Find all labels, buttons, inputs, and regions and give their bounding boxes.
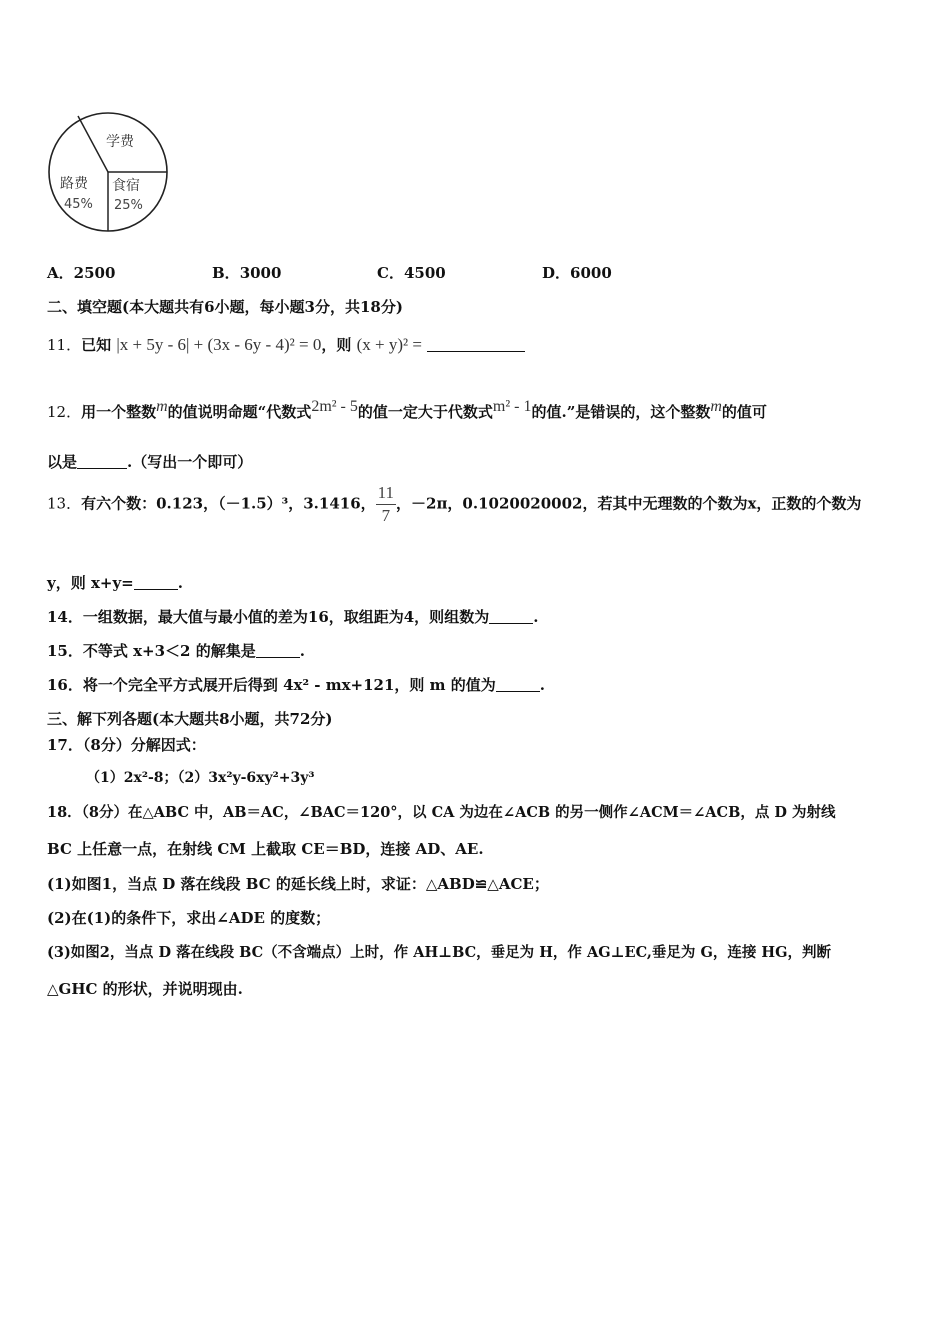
question-text: . <box>539 676 545 694</box>
option-letter: B． <box>212 264 240 282</box>
question-13-line2 <box>47 572 183 593</box>
question-17: 17．（8分）分解因式： <box>47 736 206 754</box>
answer-blank[interactable] <box>489 609 533 624</box>
question-18-part2: (2)在(1)的条件下，求出∠ADE 的度数； <box>47 909 331 927</box>
option-b <box>212 262 281 283</box>
option-c <box>377 262 446 283</box>
question-13 <box>47 482 861 527</box>
question-text: ，－2π，0.1020020002，若其中无理数的个数为x，正数的个数为 <box>396 494 862 513</box>
question-text: 的值一定大于代数式 <box>357 403 493 421</box>
question-18-line1: 18．（8分）在△ABC 中，AB＝AC，∠BAC＝120°，以 CA 为边在∠ACB 的另一侧作∠ACM＝∠ACB，点 D 为射线 <box>47 804 836 821</box>
expression-2: m² - 1 <box>492 398 532 415</box>
question-number: 11． <box>47 336 82 354</box>
expression-1: 2m² - 5 <box>311 398 358 415</box>
answer-blank[interactable] <box>77 454 127 469</box>
option-letter: D． <box>542 264 571 282</box>
question-14 <box>47 606 538 627</box>
section-title-solve: 三、解下列各题(本大题共8小题，共72分) <box>47 710 333 728</box>
answer-blank[interactable] <box>256 643 300 658</box>
variable-m: m <box>156 398 168 415</box>
question-18-part3: (3)如图2，当点 D 落在线段 BC（不含端点）上时，作 AH⊥BC，垂足为 H，作 AG⊥EC,垂足为 G，连接 HG，判断 <box>47 944 831 961</box>
section-title-fill-in: 二、填空题(本大题共有6小题，每小题3分，共18分) <box>47 298 403 316</box>
question-text: 16．将一个完全平方式展开后得到 4x² - mx+121，则 m 的值为 <box>47 676 496 694</box>
fraction <box>376 482 396 527</box>
question-text: 14．一组数据，最大值与最小值的差为16，取组距为4，则组数为 <box>47 608 490 626</box>
question-text: y，则 x+y= <box>47 574 134 592</box>
equation-given: |x + 5y - 6| + (3x - 6y - 4)² = 0 <box>116 335 322 354</box>
question-15 <box>47 640 305 661</box>
question-11 <box>47 334 525 355</box>
answer-blank[interactable] <box>134 575 178 590</box>
option-value: 6000 <box>570 264 612 282</box>
question-12 <box>47 398 767 422</box>
option-value: 2500 <box>73 264 116 282</box>
question-18-part3-line2: △GHC 的形状，并说明现由. <box>47 980 243 998</box>
pie-divider-top <box>78 116 108 172</box>
question-text: ，则 <box>321 336 352 354</box>
option-letter: A． <box>47 264 74 282</box>
pie-label-food: 食宿 <box>112 178 140 194</box>
question-17-parts: （1）2x²-8；（2）3x²y-6xy²+3y³ <box>86 770 315 786</box>
question-text: . <box>299 642 305 660</box>
option-value: 3000 <box>239 264 282 282</box>
fraction-numerator: 11 <box>376 482 396 505</box>
question-18-line2: BC 上任意一点，在射线 CM 上截取 CE＝BD，连接 AD、AE. <box>47 840 484 858</box>
question-text: . <box>177 574 183 592</box>
question-text: 的值说明命题“代数式 <box>167 403 312 421</box>
option-a <box>47 262 115 283</box>
pie-value-food: 25% <box>114 198 143 213</box>
answer-blank[interactable] <box>496 677 540 692</box>
question-text: 以是 <box>47 453 78 471</box>
fraction-denominator: 7 <box>381 506 391 525</box>
question-text: 15．不等式 x+3＜2 的解集是 <box>47 642 256 660</box>
pie-value-travel: 45% <box>64 197 93 212</box>
pie-chart <box>40 110 180 240</box>
question-text: .（写出一个即可） <box>127 453 253 471</box>
question-text: 的值.”是错误的，这个整数 <box>531 403 711 421</box>
variable-m: m <box>710 398 722 415</box>
question-number: 12． <box>47 403 82 421</box>
question-text: 有六个数：0.123，（－1.5）³，3.1416， <box>81 494 376 513</box>
answer-blank[interactable] <box>427 337 525 352</box>
question-text: 的值可 <box>721 403 767 421</box>
equation-target: (x + y)² = <box>356 335 422 354</box>
question-text: 用一个整数 <box>81 403 157 421</box>
question-16 <box>47 674 545 695</box>
question-number: 13． <box>47 494 82 513</box>
option-letter: C． <box>377 264 404 282</box>
question-18-part1: (1)如图1，当点 D 落在线段 BC 的延长线上时，求证：△ABD≌△ACE； <box>47 875 549 893</box>
option-d <box>542 262 612 283</box>
pie-label-tuition: 学费 <box>106 134 134 150</box>
pie-label-travel: 路费 <box>60 176 88 192</box>
question-text: . <box>533 608 539 626</box>
question-text: 已知 <box>81 336 112 354</box>
question-12-line2 <box>47 451 252 472</box>
option-value: 4500 <box>403 264 446 282</box>
